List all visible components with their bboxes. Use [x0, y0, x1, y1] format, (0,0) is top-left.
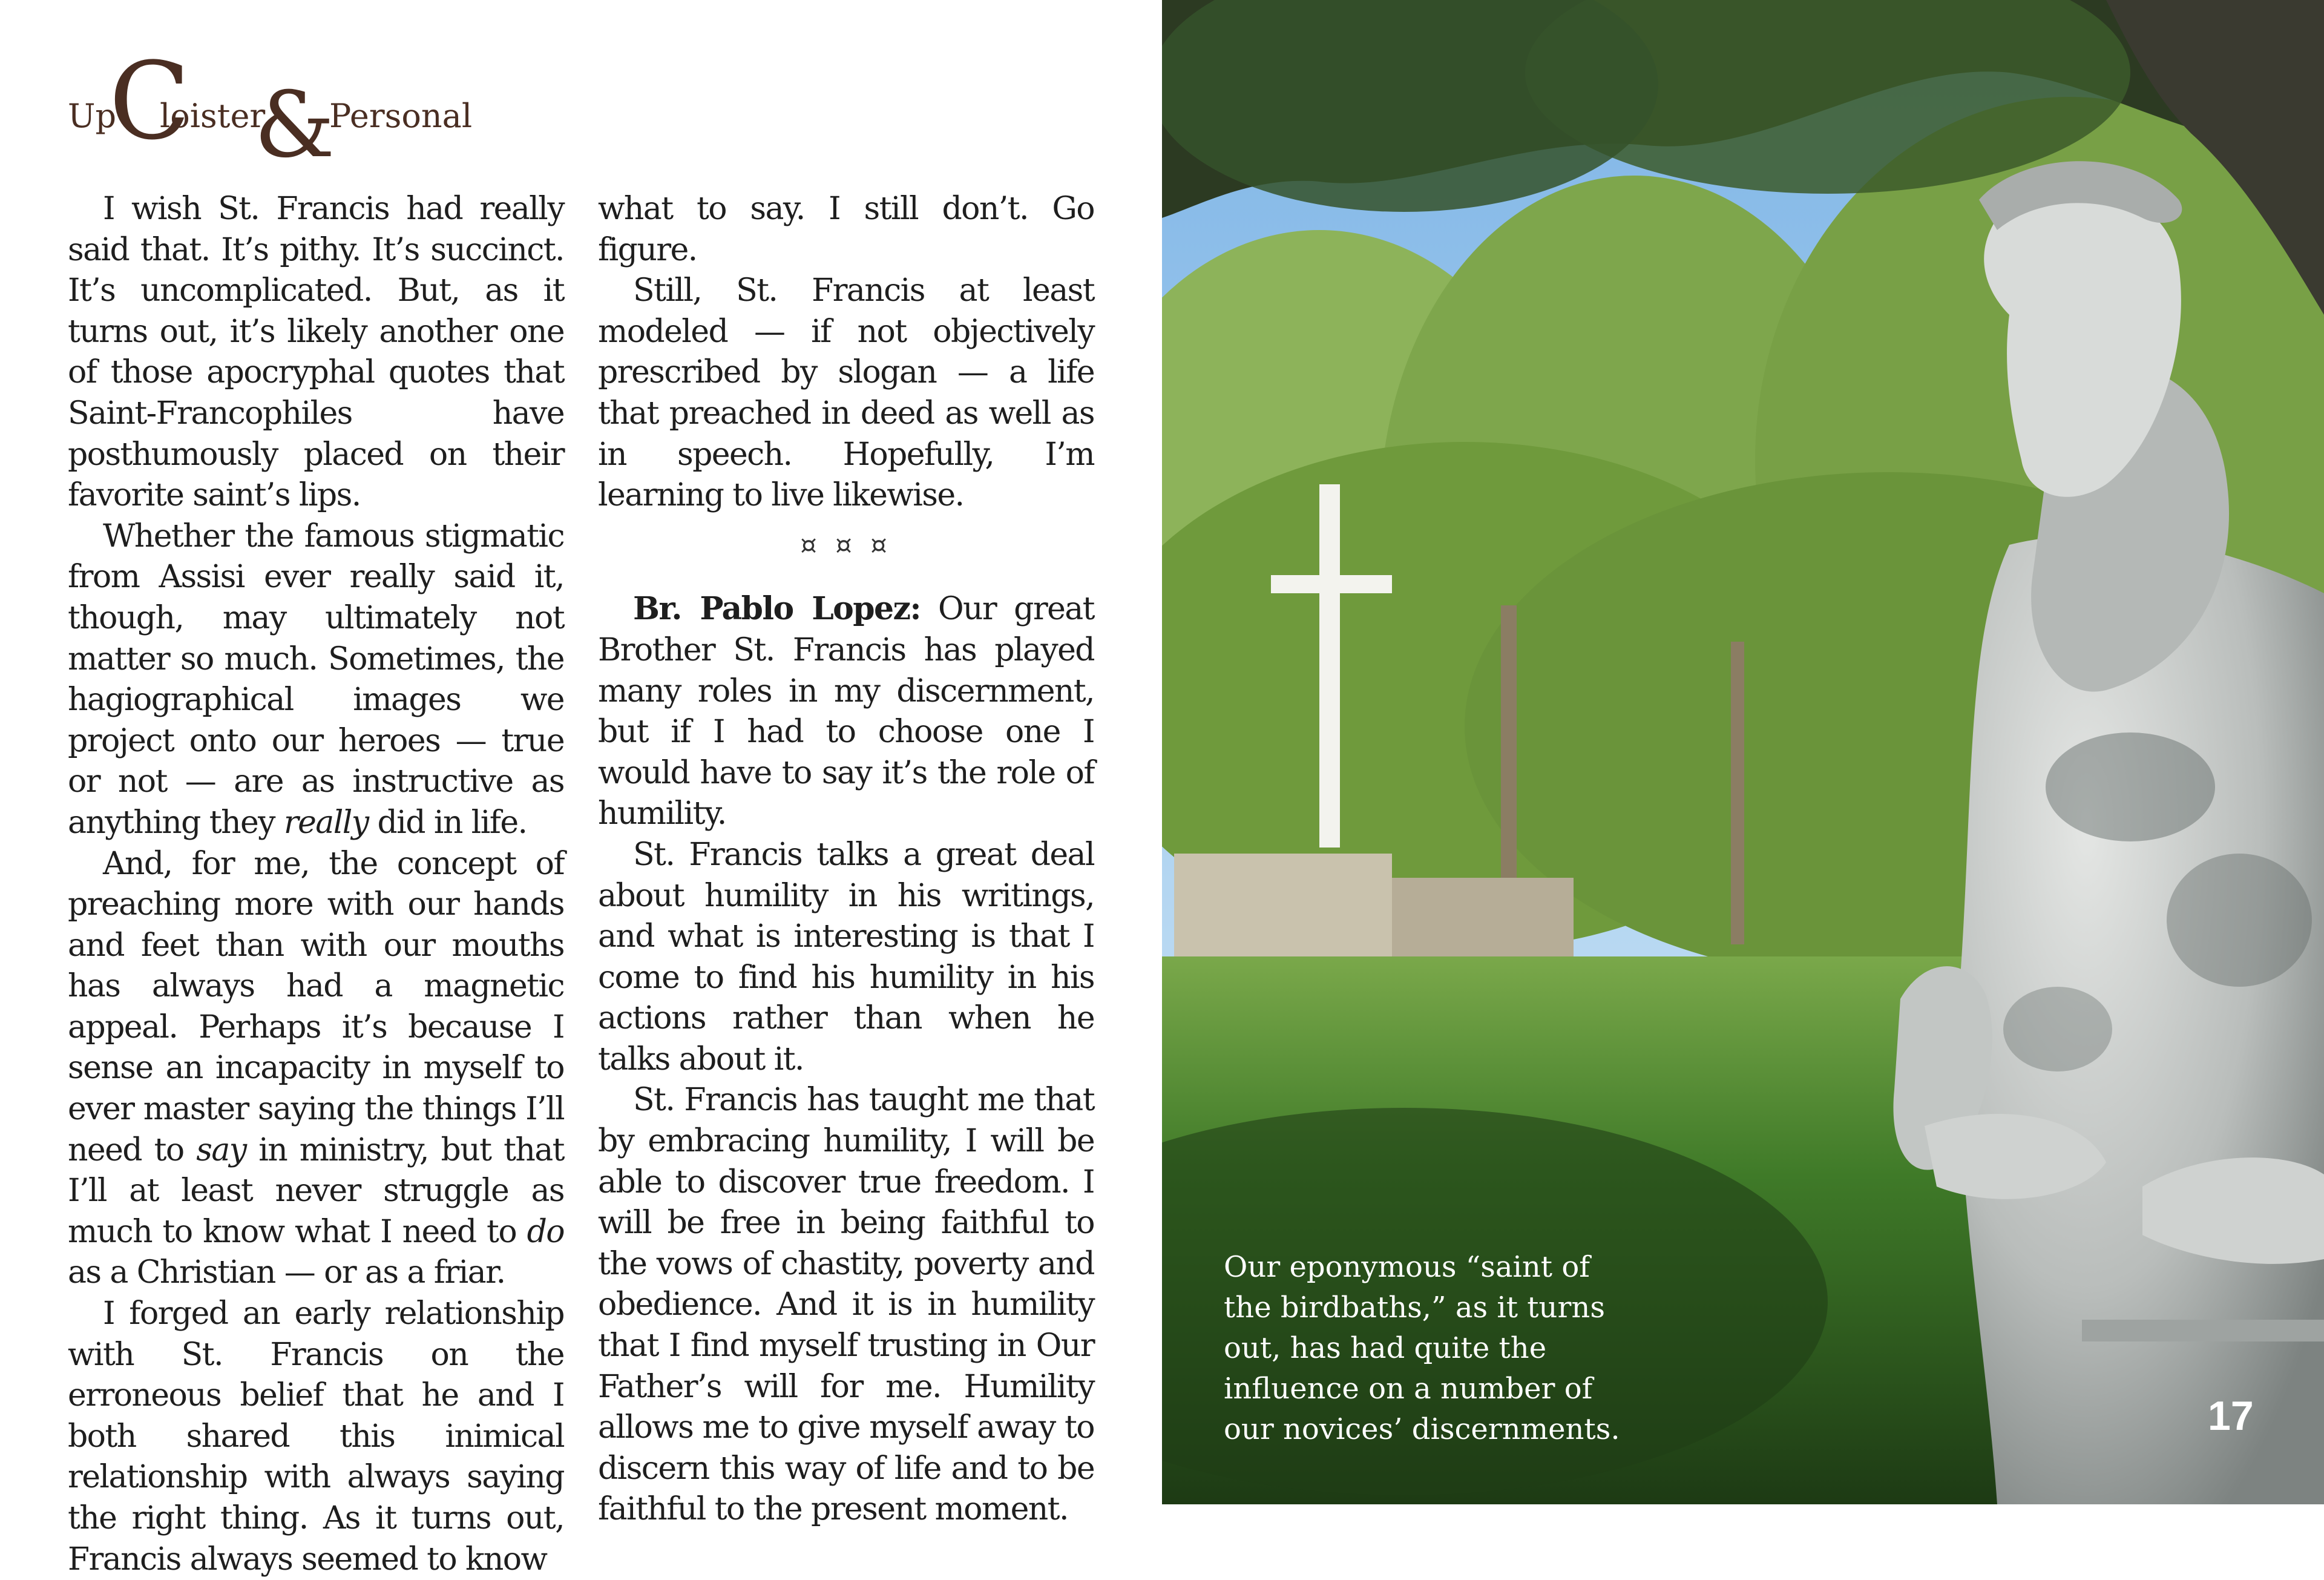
- paragraph: St. Francis has taught me that by embracing humility, I will be able to discover true freedom. I will be free in being faithful to the vows of chastity, poverty and obedience. And it is in humility that I find myself trusting in Our Father’s will for me. Humility allows me to give myself away to discern this way of life and to be faithful to the present moment.: [598, 1082, 1094, 1528]
- paragraph: Br. Pablo Lopez: Our great Brother St. Francis has played many roles in my discernment, but if I had to choose one I would have to say it’s the role of humility.: [598, 590, 1094, 832]
- masthead-logo: [68, 39, 473, 178]
- article-column-left: [68, 189, 564, 1580]
- article-column-right: [598, 189, 1094, 1530]
- masthead-up: Up: [68, 97, 117, 135]
- page-number: 17: [2208, 1393, 2254, 1439]
- paragraph: I forged an early relationship with St. Francis on the erroneous belief that he and I both shared this inimical relationship with always saying the right thing. As it turns out, Francis always seemed to know: [68, 1295, 564, 1578]
- paragraph: And, for me, the concept of preaching more with our hands and feet than with our mouths has always had a magnetic appeal. Perhaps it’s because I sense an incapacity in myself to ever master saying the things I’ll need to say in ministry, but that I’ll at least never struggle as much to know what I need to do as a Christian — or as a friar.: [68, 845, 564, 1291]
- paragraph: Still, St. Francis at least modeled — if not objectively prescribed by slogan — a life that preached in deed as well as in speech. Hopefully, I’m learning to live likewise.: [598, 272, 1094, 514]
- paragraph: what to say. I still don’t. Go figure.: [598, 191, 1094, 268]
- paragraph: Whether the famous stigmatic from Assisi ever really said it, though, may ultimately not matter so much. Sometimes, the hagiographical images we project onto our heroes — true or not — are as instructive as anything they really did in life.: [68, 518, 564, 841]
- emphasis: do: [527, 1213, 564, 1250]
- speaker-name: Br. Pablo Lopez:: [633, 590, 921, 628]
- emphasis: really: [283, 804, 369, 841]
- section-separator: ¤ ¤ ¤: [800, 529, 892, 561]
- paragraph: St. Francis talks a great deal about humility in his writings, and what is interesting is that I come to find his humility in his actions rather than when he talks about it.: [598, 836, 1094, 1078]
- masthead-ampersand: &: [254, 73, 335, 178]
- masthead-cloister-initial: C: [109, 39, 191, 163]
- paragraph: I wish St. Francis had really said that. It’s pithy. It’s succinct. It’s uncomplicated. But, as it turns out, it’s likely another one of those apocryphal quotes that Saint-Francophiles have posthumously placed on their favorite saint’s lips.: [68, 191, 564, 514]
- masthead-cloister-rest: loister: [160, 97, 266, 135]
- emphasis: say: [196, 1131, 246, 1168]
- masthead-personal: Personal: [329, 97, 473, 135]
- photo-caption: Our eponymous “saint of the birdbaths,” as it turns out, has had quite the influence on a number of our novices’ discernments.: [1224, 1250, 1620, 1446]
